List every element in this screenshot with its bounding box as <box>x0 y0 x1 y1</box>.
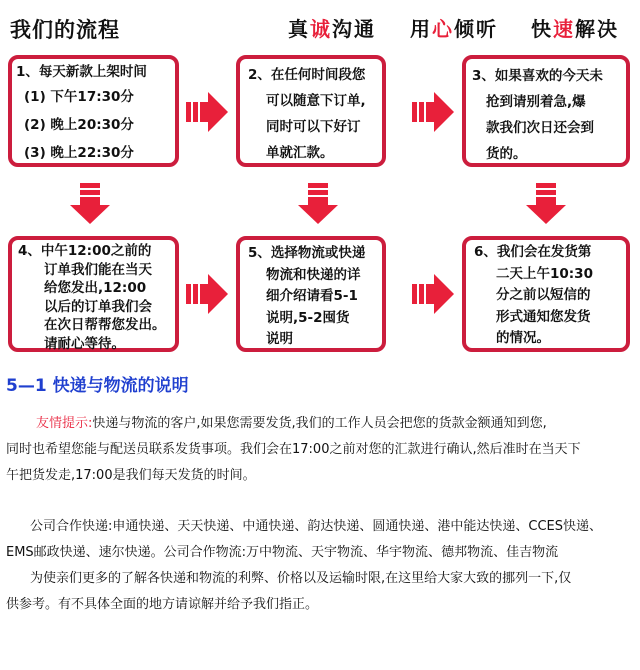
paragraph-2 <box>6 514 640 566</box>
step-1-line-4: (3) 晚上22:30分 <box>24 145 134 161</box>
step-6-line-3: 分之前以短信的 <box>496 287 591 303</box>
step-5-line-5: 说明 <box>266 331 293 347</box>
paragraph-3 <box>6 566 640 618</box>
step-6-line-5: 的情况。 <box>496 330 550 346</box>
slogan-2-pre: 用 <box>410 17 432 41</box>
step-4-line-1: 4、中午12:00之前的 <box>18 243 152 259</box>
slogan-1 <box>288 13 376 42</box>
step-2-line-1: 2、在任何时间段您 <box>248 67 366 83</box>
arrow-right-icon <box>412 272 456 316</box>
step-3-line-1: 3、如果喜欢的今天未 <box>472 68 603 84</box>
step-box-5 <box>236 236 386 352</box>
paragraph-2-line-1: 公司合作快递:申通快递、天天快递、中通快递、韵达快递、圆通快递、港中能达快递、CCES快递、 <box>30 519 603 534</box>
step-box-2 <box>236 55 386 167</box>
step-4-line-6: 请耐心等待。 <box>44 335 125 352</box>
step-box-3 <box>462 55 630 167</box>
step-1-line-2: (1) 下午17:30分 <box>24 89 134 105</box>
tip-label: 友情提示: <box>36 416 93 431</box>
slogan-1-accent: 诚 <box>310 17 332 41</box>
step-5-line-1: 5、选择物流或快递 <box>248 245 366 261</box>
slogan-3-pre: 快 <box>531 17 553 41</box>
paragraph-3-line-2: 供参考。有不具体全面的地方请谅解并给予我们指正。 <box>6 597 319 612</box>
slogan-3-post: 解决 <box>575 17 619 41</box>
paragraph-1-text-a: 快递与物流的客户,如果您需要发货,我们的工作人员会把您的货款金额通知到您, <box>92 416 547 431</box>
slogan-2-accent: 心 <box>432 17 454 41</box>
step-2-line-4: 单就汇款。 <box>266 145 334 161</box>
slogan-3-accent: 速 <box>553 17 575 41</box>
step-3-line-4: 货的。 <box>486 146 527 162</box>
step-3-line-3: 款我们次日还会到 <box>486 120 594 136</box>
step-2-line-3: 同时可以下好订 <box>266 119 361 135</box>
step-2-line-2: 可以随意下订单, <box>266 93 366 109</box>
step-6-line-2: 二天上午10:30 <box>496 265 593 282</box>
step-6-line-1: 6、我们会在发货第 <box>474 244 592 260</box>
arrow-right-icon <box>186 272 230 316</box>
step-4-line-3: 给您发出,12:00 <box>44 280 147 296</box>
step-box-6 <box>462 236 630 352</box>
paragraph-1 <box>6 411 636 489</box>
step-5-line-4: 说明,5-2囤货 <box>266 309 350 326</box>
paragraph-1-line-2: 同时也希望您能与配送员联系发货事项。我们会在17:00之前对您的汇款进行确认,然后准时在当天下 <box>6 442 581 457</box>
step-5-line-2: 物流和快递的详 <box>266 266 361 283</box>
slogan-1-pre: 真 <box>288 17 310 41</box>
arrow-down-icon <box>68 183 112 225</box>
arrow-right-icon <box>412 90 456 134</box>
arrow-right-icon <box>186 90 230 134</box>
section-title: 5—1 快递与物流的说明 <box>6 376 189 396</box>
arrow-down-icon <box>524 183 568 225</box>
step-6-line-4: 形式通知您发货 <box>496 308 591 325</box>
slogan-2 <box>410 13 498 42</box>
paragraph-2-line-2: EMS邮政快递、速尔快递。公司合作物流:万中物流、天宇物流、华宇物流、德邦物流、佳吉物流 <box>6 545 559 560</box>
step-1-line-3: (2) 晚上20:30分 <box>24 117 134 133</box>
slogan-2-post: 倾听 <box>454 17 498 41</box>
step-3-line-2: 抢到请别着急,爆 <box>486 94 586 110</box>
paragraph-1-line-1 <box>6 411 636 437</box>
slogan-3 <box>531 13 619 42</box>
step-5-line-3: 细介绍请看5-1 <box>266 288 358 304</box>
step-4-line-4: 以后的订单我们会 <box>44 298 152 315</box>
step-4-line-2: 订单我们能在当天 <box>44 261 152 278</box>
step-1-line-1: 1、每天新款上架时间 <box>16 64 147 80</box>
slogan-1-post: 沟通 <box>332 17 376 41</box>
step-box-1 <box>8 55 179 167</box>
step-4-line-5: 在次日帮帮您发出。 <box>44 317 166 333</box>
arrow-down-icon <box>296 183 340 225</box>
paragraph-1-line-3: 午把货发走,17:00是我们每天发货的时间。 <box>6 468 256 483</box>
paragraph-3-line-1: 为使亲们更多的了解各快递和物流的利弊、价格以及运输时限,在这里给大家大致的挪列一下,仅 <box>30 571 572 586</box>
page-title: 我们的流程 <box>10 18 120 42</box>
step-box-4 <box>8 236 179 352</box>
